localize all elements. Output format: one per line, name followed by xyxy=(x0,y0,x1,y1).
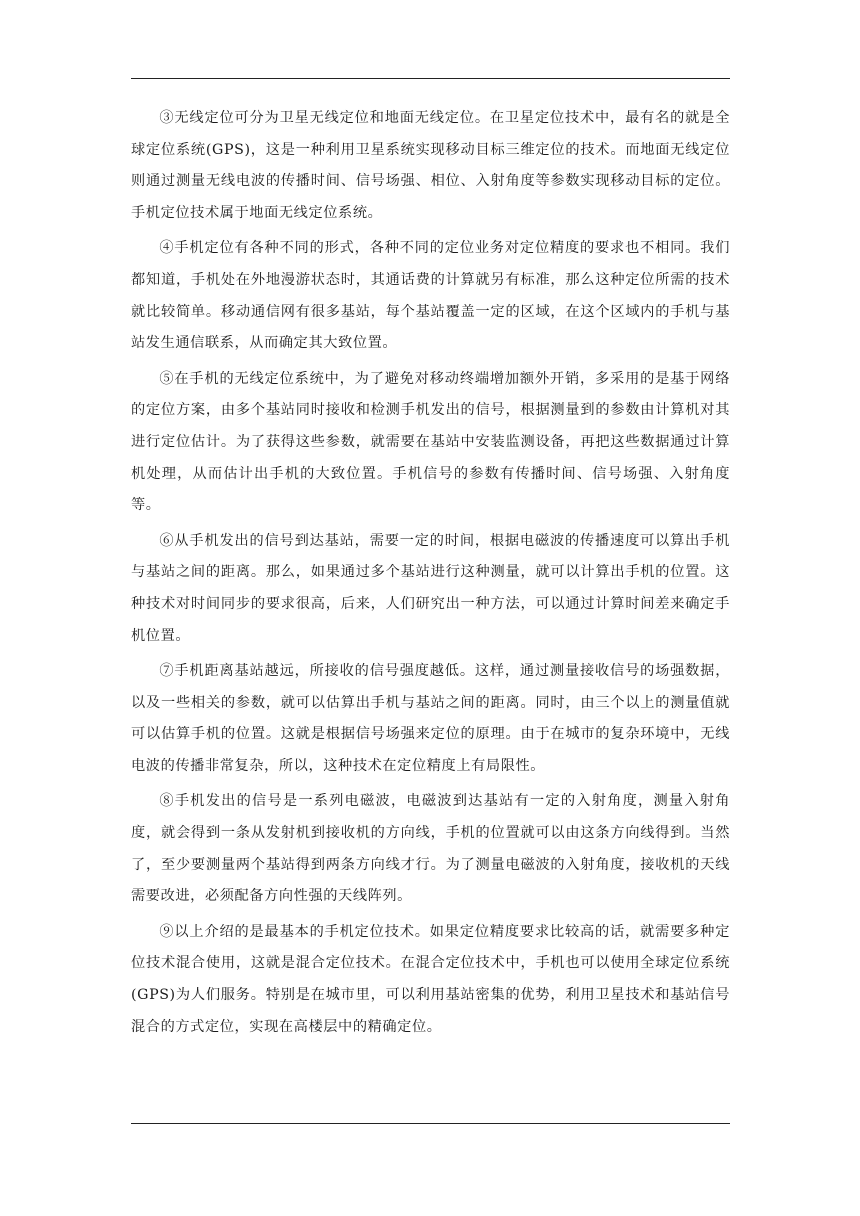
paragraph-8: ⑧手机发出的信号是一系列电磁波，电磁波到达基站有一定的入射角度，测量入射角度，就会得到一条从发射机到接收机的方向线，手机的位置就可以由这条方向线得到。当然了，至少要测量两个基站得到两条方向线才行。为了测量电磁波的入射角度，接收机的天线需要改进，必须配备方向性强的天线阵列。 xyxy=(131,793,730,905)
document-body xyxy=(131,103,730,1047)
paragraph-3: ③无线定位可分为卫星无线定位和地面无线定位。在卫星定位技术中，最有名的就是全球定位系统(GPS)，这是一种利用卫星系统实现移动目标三维定位的技术。而地面无线定位则通过测量无线电波的传播时间、信号场强、相位、入射角度等参数实现移动目标的定位。手机定位技术属于地面无线定位系统。 xyxy=(131,110,730,221)
paragraph-5: ⑤在手机的无线定位系统中，为了避免对移动终端增加额外开销，多采用的是基于网络的定位方案，由多个基站同时接收和检测手机发出的信号，根据测量到的参数由计算机对其进行定位估计。为了获得这些参数，就需要在基站中安装监测设备，再把这些数据通过计算机处理，从而估计出手机的大致位置。手机信号的参数有传播时间、信号场强、入射角度等。 xyxy=(131,370,730,514)
footer-rule xyxy=(131,1123,730,1124)
header-rule xyxy=(131,78,730,79)
paragraph-9: ⑨以上介绍的是最基本的手机定位技术。如果定位精度要求比较高的话，就需要多种定位技术混合使用，这就是混合定位技术。在混合定位技术中，手机也可以使用全球定位系统(GPS)为人们服务。特别是在城市里，可以利用基站密集的优势，利用卫星技术和基站信号混合的方式定位，实现在高楼层中的精确定位。 xyxy=(131,923,730,1035)
paragraph-7: ⑦手机距离基站越远，所接收的信号强度越低。这样，通过测量接收信号的场强数据，以及一些相关的参数，就可以估算出手机与基站之间的距离。同时，由三个以上的测量值就可以估算手机的位置。这就是根据信号场强来定位的原理。由于在城市的复杂环境中，无线电波的传播非常复杂，所以，这种技术在定位精度上有局限性。 xyxy=(131,663,730,774)
paragraph-4: ④手机定位有各种不同的形式，各种不同的定位业务对定位精度的要求也不相同。我们都知道，手机处在外地漫游状态时，其通话费的计算就另有标准，那么这种定位所需的技术就比较简单。移动通信网有很多基站，每个基站覆盖一定的区域，在这个区域内的手机与基站发生通信联系，从而确定其大致位置。 xyxy=(131,240,730,352)
paragraph-6: ⑥从手机发出的信号到达基站，需要一定的时间，根据电磁波的传播速度可以算出手机与基站之间的距离。那么，如果通过多个基站进行这种测量，就可以计算出手机的位置。这种技术对时间同步的要求很高，后来，人们研究出一种方法，可以通过计算时间差来确定手机位置。 xyxy=(131,532,730,644)
